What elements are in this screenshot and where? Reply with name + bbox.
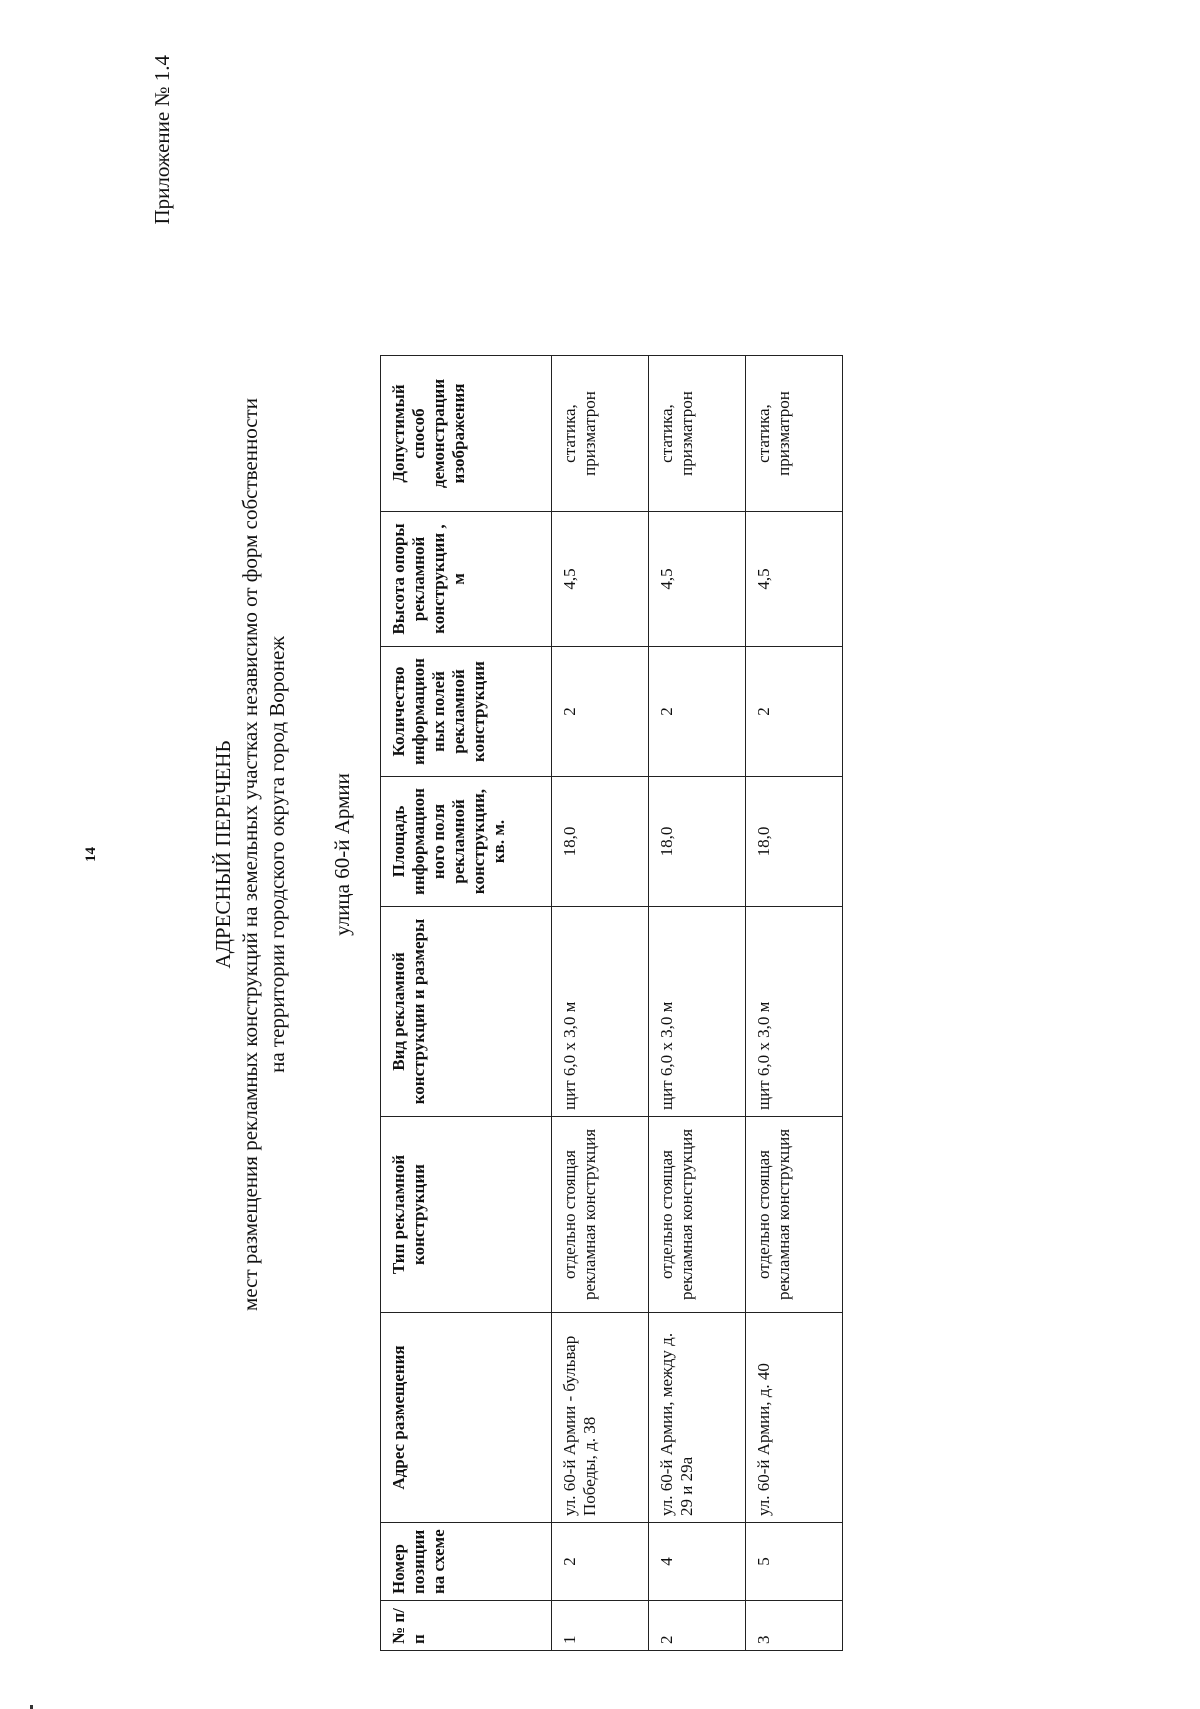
cell-area: 18,0 bbox=[552, 777, 649, 907]
table-row bbox=[649, 356, 746, 1651]
header-type: Тип рекламной конструкции bbox=[381, 1117, 552, 1313]
page-number: 14 bbox=[83, 847, 99, 862]
header-address: Адрес размещения bbox=[381, 1313, 552, 1523]
cell-address: ул. 60-й Армии, д. 40 bbox=[746, 1313, 843, 1523]
cell-area: 18,0 bbox=[649, 777, 746, 907]
header-height: Высота опоры рекламной конструкции , м bbox=[381, 512, 552, 647]
cell-address: ул. 60-й Армии - бульвар Победы, д. 38 bbox=[552, 1313, 649, 1523]
cell-height: 4,5 bbox=[649, 512, 746, 647]
header-fields: Количество информацион ных полей рекламной конструкции bbox=[381, 647, 552, 777]
street-heading: улица 60-й Армии bbox=[330, 773, 354, 936]
cell-method: статика, призматрон bbox=[552, 356, 649, 512]
cell-type: отдельно стоящая рекламная конструкция bbox=[649, 1117, 746, 1313]
header-method: Допустимый способ демонстрации изображения bbox=[381, 356, 552, 512]
cell-kind: щит 6,0 х 3,0 м bbox=[649, 907, 746, 1117]
cell-method: статика, призматрон bbox=[649, 356, 746, 512]
header-kind: Вид рекламной конструкции и размеры bbox=[381, 907, 552, 1117]
cell-position: 5 bbox=[746, 1523, 843, 1601]
cell-kind: щит 6,0 х 3,0 м bbox=[746, 907, 843, 1117]
cell-position: 4 bbox=[649, 1523, 746, 1601]
cell-type: отдельно стоящая рекламная конструкция bbox=[746, 1117, 843, 1313]
title-main: АДРЕСНЫЙ ПЕРЕЧЕНЬ bbox=[211, 740, 235, 969]
cell-fields: 2 bbox=[649, 647, 746, 777]
title-line-1: мест размещения рекламных конструкций на земельных участках независимо от форм собственности bbox=[238, 398, 262, 1311]
cell-height: 4,5 bbox=[746, 512, 843, 647]
table-header-row bbox=[381, 356, 552, 1651]
address-table bbox=[380, 355, 843, 1651]
appendix-label: Приложение № 1.4 bbox=[150, 55, 174, 225]
cell-num: 2 bbox=[649, 1601, 746, 1651]
table-row bbox=[552, 356, 649, 1651]
table-row bbox=[746, 356, 843, 1651]
cell-method: статика, призматрон bbox=[746, 356, 843, 512]
cell-area: 18,0 bbox=[746, 777, 843, 907]
cell-kind: щит 6,0 х 3,0 м bbox=[552, 907, 649, 1117]
header-num: № п/п bbox=[381, 1601, 552, 1651]
header-position: Номер позиции на схеме bbox=[381, 1523, 552, 1601]
cell-num: 1 bbox=[552, 1601, 649, 1651]
cell-num: 3 bbox=[746, 1601, 843, 1651]
cell-fields: 2 bbox=[746, 647, 843, 777]
cell-address: ул. 60-й Армии, между д. 29 и 29а bbox=[649, 1313, 746, 1523]
cell-position: 2 bbox=[552, 1523, 649, 1601]
scan-edge-mark bbox=[30, 1705, 33, 1709]
cell-type: отдельно стоящая рекламная конструкция bbox=[552, 1117, 649, 1313]
title-line-2: на территории городского округа город Воронеж bbox=[265, 636, 289, 1073]
cell-height: 4,5 bbox=[552, 512, 649, 647]
document-title bbox=[210, 0, 291, 1709]
header-area: Площадь информацион ного поля рекламной конструкции, кв. м. bbox=[381, 777, 552, 907]
cell-fields: 2 bbox=[552, 647, 649, 777]
